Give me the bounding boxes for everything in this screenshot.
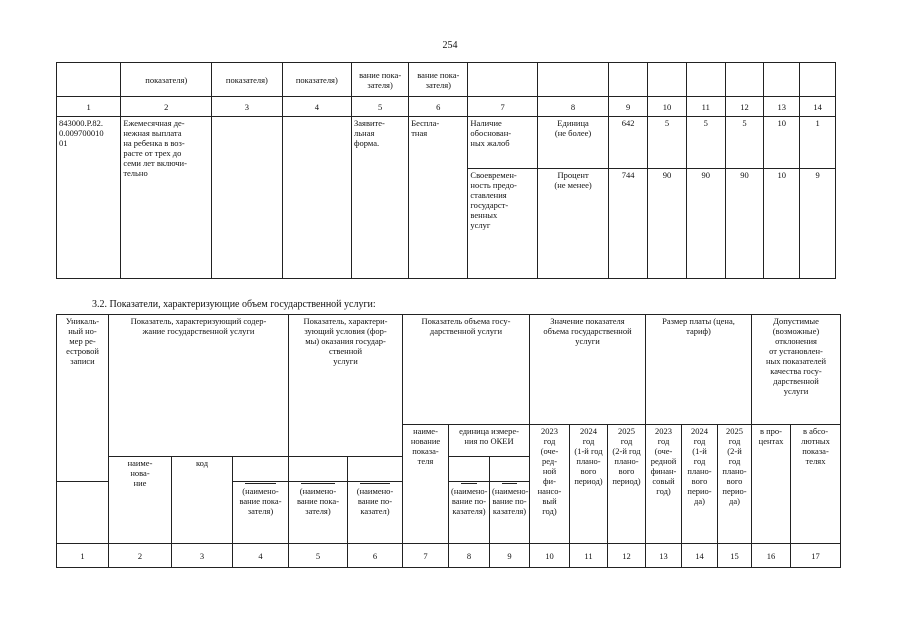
name-placeholder-text: (наимено- вание по- казател) — [356, 486, 394, 516]
indicator-name: Своевремен- ность предо- ставления государст- венных услуг — [468, 169, 537, 279]
name-placeholder-text: (наимено- вание пока- зателя) — [239, 486, 282, 516]
column-number: 12 — [725, 97, 764, 117]
column-number: 5 — [352, 97, 409, 117]
column-number: 9 — [490, 544, 530, 568]
column-number: 11 — [570, 544, 608, 568]
table-cell — [537, 63, 608, 97]
column-numbers-row — [57, 544, 841, 568]
header-indicator-value: Значение показателя объема государственной услуги — [530, 315, 646, 425]
column-number: 3 — [172, 544, 233, 568]
column-number: 13 — [764, 97, 800, 117]
column-number: 7 — [468, 97, 537, 117]
section-heading: 3.2. Показатели, характеризующие объем государственной услуги: — [92, 299, 376, 310]
table-cell: вание пока- зателя) — [352, 63, 409, 97]
header-unit-code: код — [172, 457, 233, 544]
table-cell — [282, 117, 351, 279]
header-unit-name: наиме- нова- ние — [109, 457, 172, 544]
column-number: 14 — [800, 97, 836, 117]
table-cell — [348, 457, 403, 482]
column-number: 17 — [791, 544, 841, 568]
table-row — [57, 117, 836, 169]
name-placeholder — [57, 482, 109, 544]
column-number: 6 — [409, 97, 468, 117]
column-number: 12 — [608, 544, 646, 568]
service-payment: Беспла- тная — [409, 117, 468, 279]
header-okei-unit: единица измере- ния по ОКЕИ — [449, 425, 530, 457]
column-number: 1 — [57, 544, 109, 568]
column-number: 8 — [537, 97, 608, 117]
indicator-value: 10 — [764, 117, 800, 169]
table-cell: показателя) — [282, 63, 351, 97]
column-number: 16 — [752, 544, 791, 568]
table-cell — [449, 457, 490, 482]
header-deviations: Допустимые (возможные) отклонения от установлен- ных показателей качества госу- дарственной услуги — [752, 315, 841, 425]
indicator-value: 90 — [648, 169, 687, 279]
indicator-value: 1 — [800, 117, 836, 169]
column-numbers-row — [57, 97, 836, 117]
table-cell — [233, 457, 289, 482]
header-year-fee: 2024 год (1-й год плано- вого перио- да) — [682, 425, 718, 544]
header-content-indicator: Показатель, характеризующий содер- жание государственной услуги — [109, 315, 289, 457]
header-unique-number: Уникаль- ный но- мер ре- естровой записи — [57, 315, 109, 482]
name-placeholder-text: (наимено- вание по- казателя) — [492, 486, 529, 516]
table-cell — [800, 63, 836, 97]
header-deviation-absolute: в абсо- лютных показа- телях — [791, 425, 841, 544]
indicator-value: 5 — [686, 117, 725, 169]
page-number: 254 — [442, 40, 458, 51]
header-volume-indicator: Показатель объема госу- дарственной услуги — [403, 315, 530, 425]
indicator-value: 10 — [764, 169, 800, 279]
table-row — [57, 63, 836, 97]
volume-indicators-table — [56, 314, 841, 568]
column-number: 11 — [686, 97, 725, 117]
table-cell — [609, 63, 648, 97]
table-cell — [725, 63, 764, 97]
column-number: 15 — [718, 544, 752, 568]
name-placeholder-text: (наимено- вание пока- зателя) — [296, 486, 340, 516]
indicator-unit: Единица (не более) — [537, 117, 608, 169]
header-year-fee: 2023 год (оче- редной финан- совый год) — [646, 425, 682, 544]
header-year-value: 2025 год (2-й год плано- вого период) — [608, 425, 646, 544]
header-year-value: 2023 год (оче- ред- ной фи- нансо- вый год) — [530, 425, 570, 544]
column-number: 2 — [121, 97, 212, 117]
table-cell — [490, 457, 530, 482]
service-form: Заявите- льная форма. — [352, 117, 409, 279]
indicator-unit: Процент (не менее) — [537, 169, 608, 279]
column-number: 14 — [682, 544, 718, 568]
column-number: 13 — [646, 544, 682, 568]
column-number: 10 — [530, 544, 570, 568]
table-cell: показателя) — [212, 63, 282, 97]
header-year-fee: 2025 год (2-й год плано- вого перио- да) — [718, 425, 752, 544]
table-cell — [212, 117, 282, 279]
column-number: 7 — [403, 544, 449, 568]
indicator-code: 642 — [609, 117, 648, 169]
header-indicator-name: наиме- нование показа- теля — [403, 425, 449, 544]
header-deviation-percent: в про- центах — [752, 425, 791, 544]
column-number: 10 — [648, 97, 687, 117]
table-cell: вание пока- зателя) — [409, 63, 468, 97]
column-number: 8 — [449, 544, 490, 568]
name-placeholder — [348, 482, 403, 544]
quality-indicators-table — [56, 62, 836, 279]
column-number: 5 — [289, 544, 348, 568]
column-number: 2 — [109, 544, 172, 568]
table-header-row — [57, 315, 841, 425]
column-number: 4 — [282, 97, 351, 117]
registry-code: 843000.Р.82. 0.009700010 01 — [57, 117, 121, 279]
indicator-value: 9 — [800, 169, 836, 279]
service-content: Ежемесячная де- нежная выплата на ребенка в воз- расте от трех до семи лет включи- тельно — [121, 117, 212, 279]
table-cell — [289, 457, 348, 482]
indicator-code: 744 — [609, 169, 648, 279]
table-cell — [57, 63, 121, 97]
table-cell — [686, 63, 725, 97]
name-placeholder-text: (наимено- вание по- казателя) — [451, 486, 488, 516]
table-cell — [468, 63, 537, 97]
indicator-value: 5 — [725, 117, 764, 169]
header-conditions-indicator: Показатель, характери- зующий условия (фор- мы) оказания государ- ственной услуги — [289, 315, 403, 457]
header-fee: Размер платы (цена, тариф) — [646, 315, 752, 425]
column-number: 3 — [212, 97, 282, 117]
table-cell — [648, 63, 687, 97]
indicator-value: 90 — [725, 169, 764, 279]
column-number: 4 — [233, 544, 289, 568]
indicator-name: Наличие обоснован- ных жалоб — [468, 117, 537, 169]
name-placeholder — [289, 482, 348, 544]
column-number: 9 — [609, 97, 648, 117]
header-year-value: 2024 год (1-й год планo- вого период) — [570, 425, 608, 544]
name-placeholder — [233, 482, 289, 544]
name-placeholder — [449, 482, 490, 544]
table-cell: показателя) — [121, 63, 212, 97]
name-placeholder — [490, 482, 530, 544]
indicator-value: 5 — [648, 117, 687, 169]
column-number: 1 — [57, 97, 121, 117]
indicator-value: 90 — [686, 169, 725, 279]
table-cell — [764, 63, 800, 97]
column-number: 6 — [348, 544, 403, 568]
